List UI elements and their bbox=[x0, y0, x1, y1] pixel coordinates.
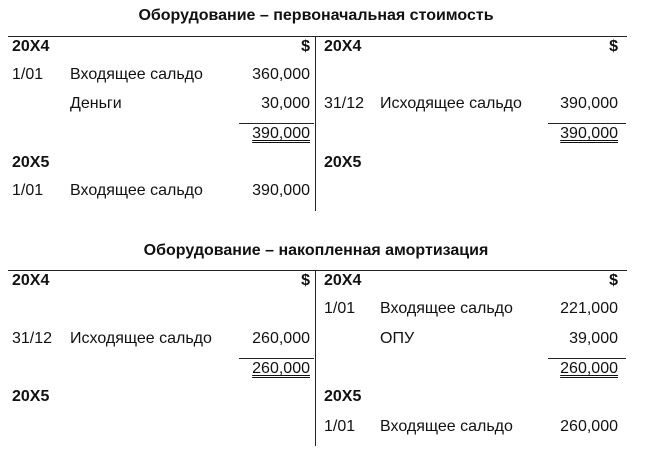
currency-label: $ bbox=[609, 38, 618, 55]
entry-date: 31/12 bbox=[324, 95, 365, 112]
currency-label: $ bbox=[301, 272, 310, 289]
t-account-center-rule bbox=[315, 270, 316, 446]
entry-amount: 360,000 bbox=[252, 66, 310, 83]
entry-description: Входящее сальдо bbox=[380, 418, 513, 435]
entry-date: 31/12 bbox=[12, 330, 53, 347]
year-header: 20X5 bbox=[324, 388, 362, 405]
entry-description: Входящее сальдо bbox=[70, 66, 203, 83]
year-header: 20X5 bbox=[324, 154, 362, 171]
year-header: 20X4 bbox=[324, 38, 362, 55]
total-amount: 390,000 bbox=[560, 125, 618, 142]
entry-date: 1/01 bbox=[12, 182, 44, 199]
entry-description: Входящее сальдо bbox=[70, 182, 203, 199]
year-header: 20X4 bbox=[12, 38, 50, 55]
entry-amount: 390,000 bbox=[252, 182, 310, 199]
currency-label: $ bbox=[301, 38, 310, 55]
year-header: 20X4 bbox=[324, 272, 362, 289]
entry-description: Деньги bbox=[70, 95, 122, 112]
total-amount: 260,000 bbox=[252, 360, 310, 377]
entry-description: Входящее сальдо bbox=[380, 300, 513, 317]
currency-label: $ bbox=[609, 272, 618, 289]
entry-description: ОПУ bbox=[380, 330, 415, 347]
account-title: Оборудование – первоначальная стоимость bbox=[138, 7, 494, 24]
total-amount: 390,000 bbox=[252, 125, 310, 142]
entry-date: 1/01 bbox=[324, 300, 356, 317]
year-header: 20X4 bbox=[12, 272, 50, 289]
t-account-center-rule bbox=[315, 36, 316, 211]
year-header: 20X5 bbox=[12, 154, 50, 171]
year-header: 20X5 bbox=[12, 388, 50, 405]
t-account-top-rule bbox=[8, 36, 627, 37]
t-account-top-rule bbox=[8, 270, 627, 271]
entry-amount: 260,000 bbox=[560, 418, 618, 435]
entry-description: Исходящее сальдо bbox=[70, 330, 212, 347]
entry-date: 1/01 bbox=[12, 66, 44, 83]
entry-amount: 390,000 bbox=[560, 95, 618, 112]
entry-amount: 221,000 bbox=[560, 300, 618, 317]
entry-amount: 30,000 bbox=[261, 95, 310, 112]
entry-amount: 260,000 bbox=[252, 330, 310, 347]
entry-description: Исходящее сальдо bbox=[380, 95, 522, 112]
account-title: Оборудование – накопленная амортизация bbox=[143, 242, 489, 259]
entry-amount: 39,000 bbox=[569, 330, 618, 347]
total-amount: 260,000 bbox=[560, 360, 618, 377]
entry-date: 1/01 bbox=[324, 418, 356, 435]
